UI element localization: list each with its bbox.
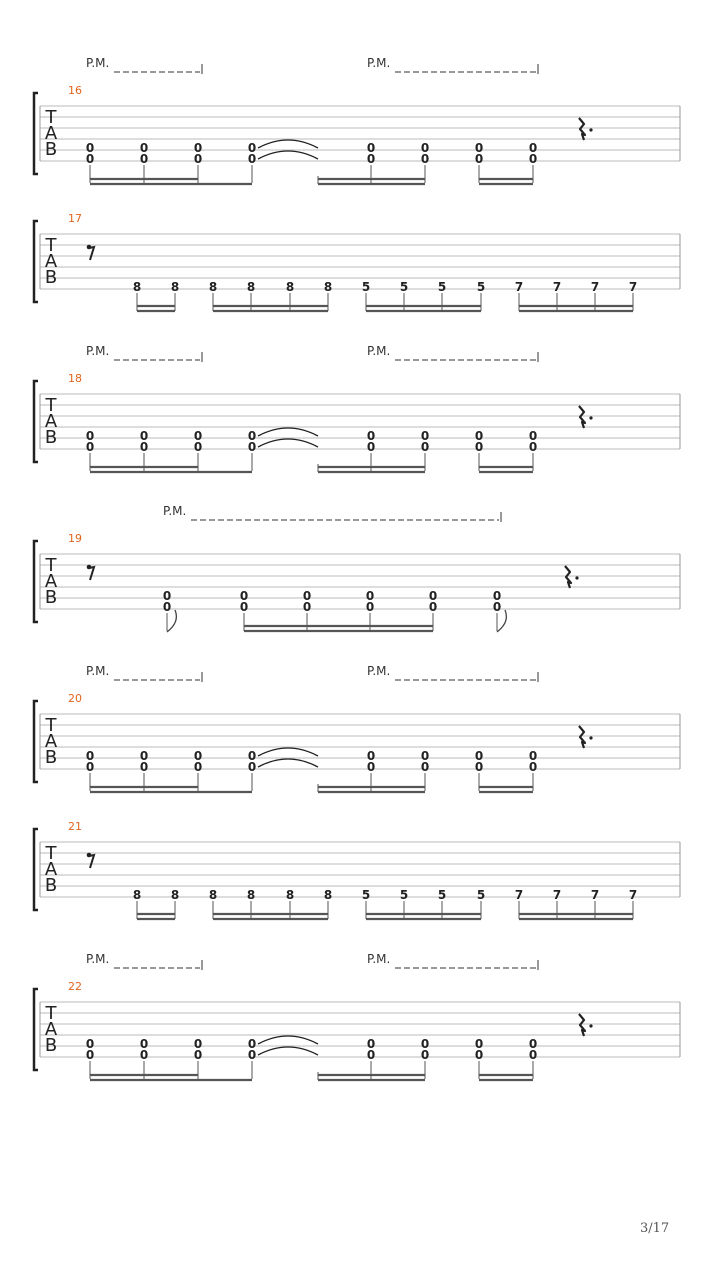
fret-number: 0	[528, 429, 538, 443]
fret-number: 0	[474, 141, 484, 155]
fret-number: 0	[528, 1048, 538, 1062]
fret-number: 0	[420, 141, 430, 155]
fret-number: 0	[247, 429, 257, 443]
system-bracket	[34, 381, 38, 462]
fret-number: 8	[285, 280, 295, 294]
tab-clef-letter: B	[44, 267, 58, 288]
fret-number: 0	[162, 589, 172, 603]
tab-clef-letter: T	[45, 235, 57, 256]
fret-number: 0	[85, 152, 95, 166]
page-number: 3/17	[640, 1221, 670, 1236]
fret-number: 0	[428, 589, 438, 603]
fret-number: 8	[246, 280, 256, 294]
tab-clef-letter: A	[44, 859, 58, 880]
fret-number: 0	[492, 589, 502, 603]
fret-number: 0	[492, 600, 502, 614]
rest-dot	[589, 128, 592, 131]
fret-number: 0	[474, 429, 484, 443]
fret-number: 0	[139, 141, 149, 155]
fret-number: 0	[247, 749, 257, 763]
fret-number: 0	[239, 589, 249, 603]
rest-dot	[589, 1024, 592, 1027]
fret-number: 0	[302, 589, 312, 603]
measure-number: 21	[68, 820, 82, 833]
fret-number: 0	[247, 760, 257, 774]
tab-clef-letter: B	[44, 1035, 58, 1056]
fret-number: 0	[85, 749, 95, 763]
rest-dot	[589, 416, 592, 419]
fret-number: 0	[139, 1037, 149, 1051]
measure-number: 17	[68, 212, 82, 225]
measure-number: 16	[68, 84, 82, 97]
fret-number: 0	[420, 429, 430, 443]
tab-clef-letter: A	[44, 731, 58, 752]
fret-number: 0	[528, 760, 538, 774]
tie-arc	[258, 151, 318, 159]
fret-number: 0	[366, 1048, 376, 1062]
fret-number: 0	[528, 1037, 538, 1051]
tab-clef-letter: A	[44, 251, 58, 272]
fret-number: 0	[193, 1037, 203, 1051]
fret-number: 0	[193, 760, 203, 774]
fret-number: 0	[528, 440, 538, 454]
fret-number: 0	[474, 152, 484, 166]
tie-arc	[258, 428, 318, 436]
system-bracket	[34, 93, 38, 174]
fret-number: 0	[366, 1037, 376, 1051]
fret-number: 0	[365, 600, 375, 614]
measure-number: 18	[68, 372, 82, 385]
palm-mute-label: P.M.	[163, 504, 187, 518]
fret-number: 0	[474, 749, 484, 763]
fret-number: 5	[476, 888, 486, 902]
fret-number: 0	[85, 760, 95, 774]
tab-clef-letter: B	[44, 747, 58, 768]
fret-number: 7	[628, 888, 638, 902]
fret-number: 0	[193, 429, 203, 443]
measure-number: 22	[68, 980, 82, 993]
tab-clef-letter: A	[44, 571, 58, 592]
tab-clef-letter: B	[44, 587, 58, 608]
quarter-rest-icon	[579, 726, 585, 748]
fret-number: 0	[420, 152, 430, 166]
fret-number: 0	[420, 1037, 430, 1051]
measure-number: 19	[68, 532, 82, 545]
fret-number: 7	[628, 280, 638, 294]
tab-clef-letter: B	[44, 427, 58, 448]
fret-number: 0	[366, 760, 376, 774]
tab-clef-letter: A	[44, 411, 58, 432]
rest-dot	[575, 576, 578, 579]
fret-number: 7	[514, 280, 524, 294]
fret-number: 0	[193, 1048, 203, 1062]
tab-system-16	[34, 56, 680, 184]
tab-clef-letter: T	[45, 555, 57, 576]
quarter-rest-icon	[579, 406, 585, 428]
tab-clef-letter: A	[44, 123, 58, 144]
fret-number: 8	[132, 280, 142, 294]
fret-number: 5	[399, 888, 409, 902]
fret-number: 8	[170, 280, 180, 294]
fret-number: 0	[366, 749, 376, 763]
fret-number: 7	[552, 280, 562, 294]
fret-number: 0	[193, 141, 203, 155]
fret-number: 5	[399, 280, 409, 294]
quarter-rest-icon	[565, 566, 571, 588]
system-bracket	[34, 829, 38, 910]
fret-number: 0	[139, 429, 149, 443]
system-bracket	[34, 221, 38, 302]
fret-number: 0	[139, 760, 149, 774]
fret-number: 0	[85, 1048, 95, 1062]
fret-number: 8	[323, 888, 333, 902]
system-bracket	[34, 701, 38, 782]
fret-number: 0	[193, 152, 203, 166]
fret-number: 0	[193, 440, 203, 454]
palm-mute-label: P.M.	[86, 56, 110, 70]
fret-number: 0	[474, 1037, 484, 1051]
tie-arc	[258, 1036, 318, 1044]
tab-clef-letter: B	[44, 139, 58, 160]
fret-number: 0	[366, 440, 376, 454]
fret-number: 0	[428, 600, 438, 614]
tab-system-18	[34, 344, 680, 472]
fret-number: 0	[247, 141, 257, 155]
fret-number: 0	[85, 440, 95, 454]
fret-number: 0	[239, 600, 249, 614]
fret-number: 0	[193, 749, 203, 763]
tab-clef-letter: T	[45, 395, 57, 416]
rest-dot	[589, 736, 592, 739]
fret-number: 7	[590, 280, 600, 294]
quarter-rest-icon	[579, 1014, 585, 1036]
fret-number: 0	[139, 1048, 149, 1062]
fret-number: 0	[420, 1048, 430, 1062]
fret-number: 0	[528, 152, 538, 166]
fret-number: 0	[366, 152, 376, 166]
palm-mute-label: P.M.	[367, 344, 391, 358]
fret-number: 5	[437, 280, 447, 294]
fret-number: 8	[246, 888, 256, 902]
fret-number: 0	[420, 760, 430, 774]
fret-number: 0	[162, 600, 172, 614]
fret-number: 8	[208, 888, 218, 902]
fret-number: 0	[366, 429, 376, 443]
fret-number: 0	[139, 749, 149, 763]
fret-number: 0	[302, 600, 312, 614]
fret-number: 7	[590, 888, 600, 902]
tie-arc	[258, 140, 318, 148]
fret-number: 0	[366, 141, 376, 155]
tab-clef-letter: B	[44, 875, 58, 896]
palm-mute-label: P.M.	[86, 664, 110, 678]
tab-system-19	[34, 504, 680, 632]
fret-number: 5	[361, 888, 371, 902]
palm-mute-label: P.M.	[367, 56, 391, 70]
tie-arc	[258, 759, 318, 767]
tab-clef-letter: T	[45, 843, 57, 864]
fret-number: 5	[476, 280, 486, 294]
fret-number: 0	[85, 1037, 95, 1051]
fret-number: 5	[361, 280, 371, 294]
fret-number: 8	[323, 280, 333, 294]
fret-number: 7	[514, 888, 524, 902]
fret-number: 0	[139, 440, 149, 454]
measure-number: 20	[68, 692, 82, 705]
fret-number: 8	[132, 888, 142, 902]
fret-number: 0	[85, 429, 95, 443]
fret-number: 7	[552, 888, 562, 902]
tab-clef-letter: T	[45, 1003, 57, 1024]
fret-number: 0	[420, 749, 430, 763]
fret-number: 0	[420, 440, 430, 454]
fret-number: 8	[285, 888, 295, 902]
palm-mute-label: P.M.	[367, 952, 391, 966]
tie-arc	[258, 748, 318, 756]
fret-number: 0	[247, 1048, 257, 1062]
tab-system-21	[34, 820, 680, 919]
fret-number: 0	[247, 440, 257, 454]
fret-number: 0	[365, 589, 375, 603]
fret-number: 0	[474, 760, 484, 774]
fret-number: 8	[170, 888, 180, 902]
palm-mute-label: P.M.	[367, 664, 391, 678]
tab-system-22	[34, 952, 680, 1080]
fret-number: 0	[474, 440, 484, 454]
tab-clef-letter: A	[44, 1019, 58, 1040]
fret-number: 5	[437, 888, 447, 902]
fret-number: 8	[208, 280, 218, 294]
tie-arc	[258, 439, 318, 447]
fret-number: 0	[528, 749, 538, 763]
quarter-rest-icon	[579, 118, 585, 140]
fret-number: 0	[528, 141, 538, 155]
palm-mute-label: P.M.	[86, 952, 110, 966]
fret-number: 0	[474, 1048, 484, 1062]
system-bracket	[34, 541, 38, 622]
tie-arc	[258, 1047, 318, 1055]
fret-number: 0	[247, 1037, 257, 1051]
fret-number: 0	[247, 152, 257, 166]
fret-number: 0	[139, 152, 149, 166]
system-bracket	[34, 989, 38, 1070]
tab-clef-letter: T	[45, 715, 57, 736]
tab-clef-letter: T	[45, 107, 57, 128]
fret-number: 0	[85, 141, 95, 155]
palm-mute-label: P.M.	[86, 344, 110, 358]
tab-system-17	[34, 212, 680, 311]
tab-system-20	[34, 664, 680, 792]
